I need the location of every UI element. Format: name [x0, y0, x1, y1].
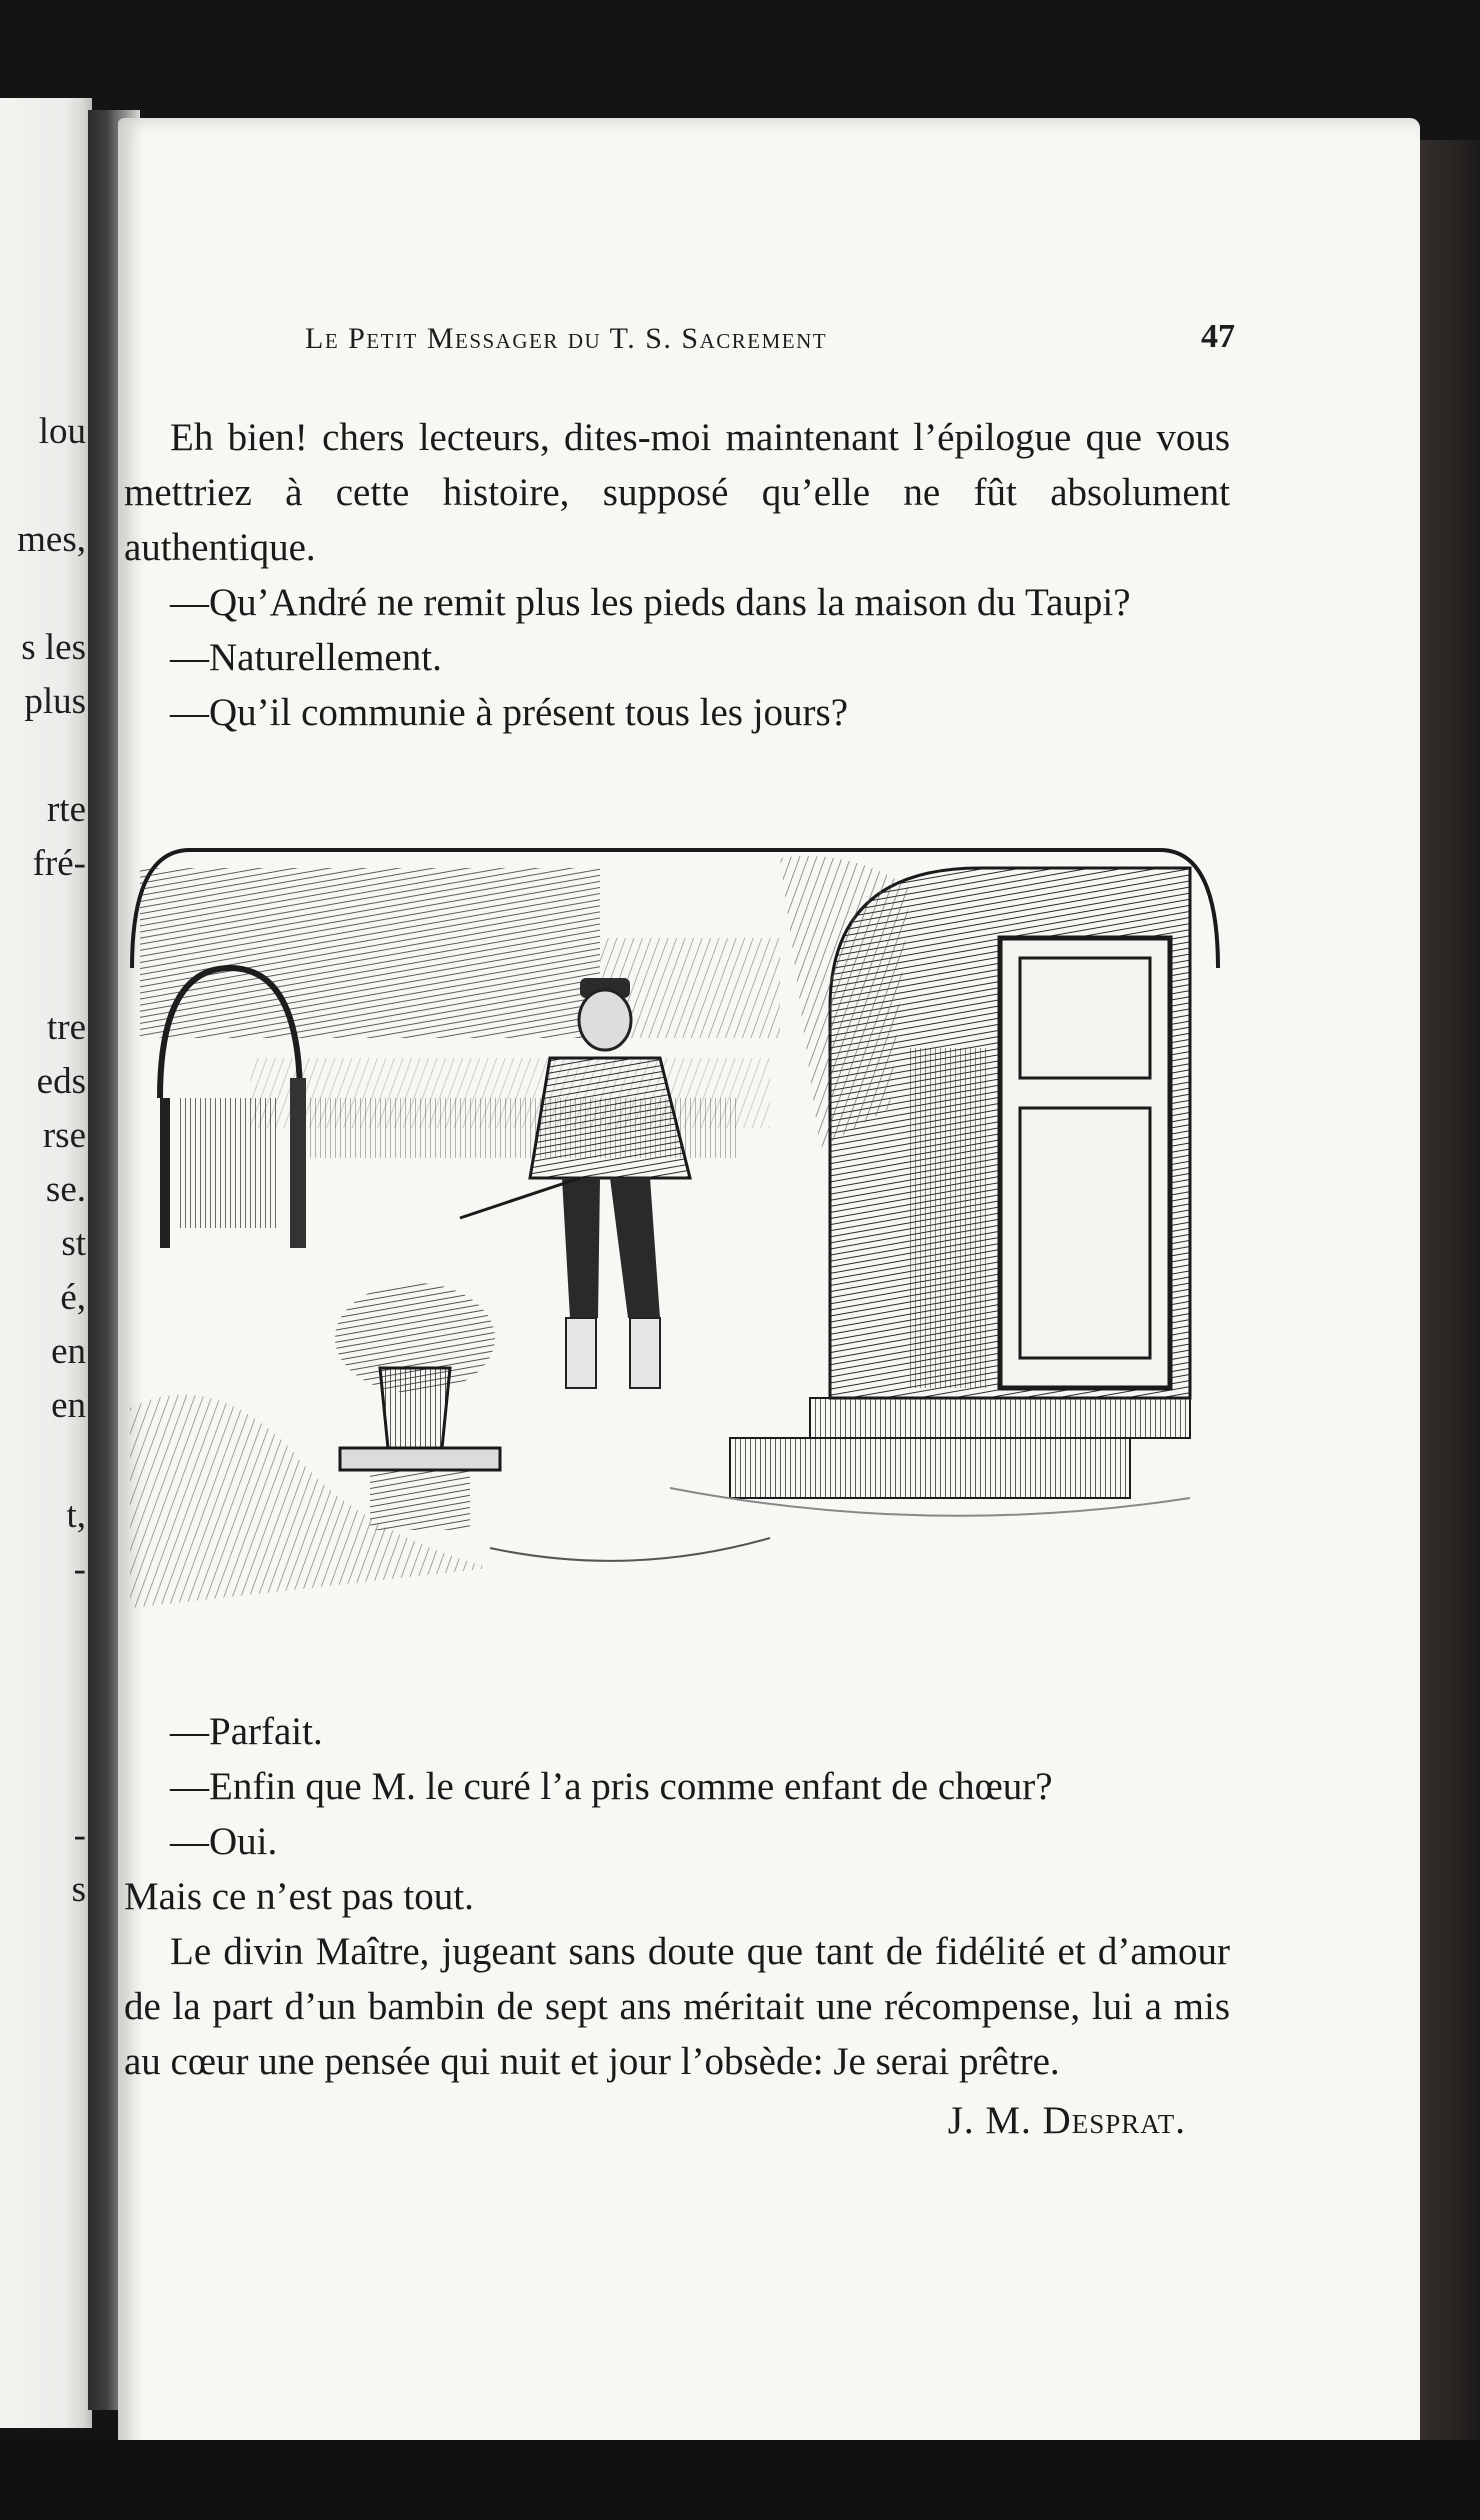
left-fragment: t, — [66, 1495, 86, 1536]
paragraph: —Qu’il communie à présent tous les jours? — [170, 691, 849, 734]
paragraph: —Qu’André ne remit plus les pieds dans la maison du Taupi? — [170, 581, 1131, 624]
paragraph: —Parfait. — [170, 1710, 323, 1753]
left-fragment: plus — [24, 681, 86, 722]
left-fragment: s les — [21, 627, 86, 668]
left-fragment: mes, — [17, 519, 86, 560]
previous-page-edge — [0, 98, 92, 2428]
left-fragment: tre — [46, 1007, 86, 1048]
top-text-block — [124, 410, 1230, 740]
left-fragment: lou — [38, 411, 86, 452]
author-signature: J. M. Desprat. — [947, 2099, 1186, 2142]
paragraph: Mais ce n’est pas tout. — [124, 1875, 474, 1918]
engraving-illustration — [130, 848, 1220, 1648]
left-fragment: rse — [42, 1115, 86, 1156]
left-fragment: en — [51, 1385, 86, 1426]
left-fragment: se. — [45, 1169, 86, 1210]
paragraph: —Enfin que M. le curé l’a pris comme enfant de chœur? — [170, 1765, 1053, 1808]
paragraph: —Naturellement. — [170, 636, 442, 679]
left-fragment: - — [73, 1549, 86, 1590]
left-fragment: eds — [36, 1061, 86, 1102]
paragraph: Le divin Maître, jugeant sans doute que tant de fidélité et d’amour de la part d’un bambin de sept ans méritait une récompense, lui a mis au cœur une pensée qui nuit et jour l’obsède: Je serai prêtre. — [124, 1930, 1230, 2083]
running-head: Le Petit Messager du T. S. Sacrement — [305, 322, 828, 355]
paragraph: Eh bien! chers lecteurs, dites-moi maintenant l’épilogue que vous mettriez à cette histoire, supposé qu’elle ne fût absolument authentique. — [124, 416, 1230, 569]
left-fragment: s — [71, 1869, 86, 1910]
scan-bottom-edge — [0, 2440, 1480, 2520]
left-fragment: en — [51, 1331, 86, 1372]
left-fragment: st — [61, 1223, 86, 1264]
left-fragment: rte — [46, 789, 86, 830]
bottom-text-block — [124, 1704, 1230, 2148]
page-header — [185, 318, 1235, 368]
page-number: 47 — [1201, 318, 1235, 355]
paragraph: —Oui. — [170, 1820, 278, 1863]
left-fragment: é, — [60, 1277, 86, 1318]
left-fragment: fré- — [32, 843, 86, 884]
garden-door-illustration — [130, 848, 1220, 1648]
left-fragment: - — [73, 1815, 86, 1856]
